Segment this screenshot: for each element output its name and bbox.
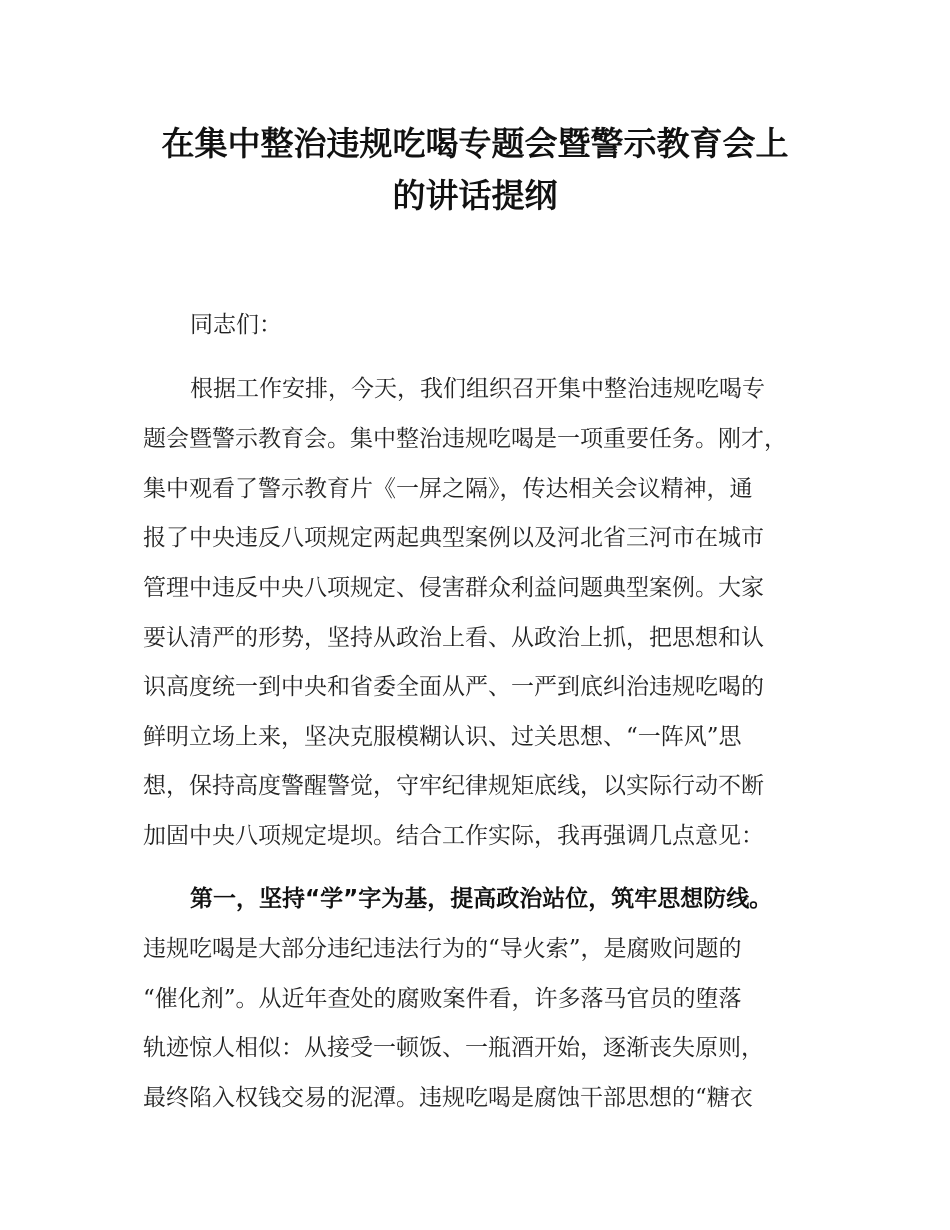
paragraph-line: 管理中违反中央八项规定、侵害群众利益问题典型案例。大家 [143,575,764,601]
paragraph-line: 想，保持高度警醒警觉，守牢纪律规矩底线，以实际行动不断 [143,773,764,799]
paragraph-line: 报了中央违反八项规定两起典型案例以及河北省三河市在城市 [143,525,764,551]
paragraph-line: 轨迹惊人相似：从接受一顿饭、一瓶酒开始，逐渐丧失原则， [143,1035,764,1061]
paragraph-line: 最终陷入权钱交易的泥潭。违规吃喝是腐蚀干部思想的“糖衣 [143,1085,753,1111]
greeting: 同志们： [190,312,282,338]
document-title-line-2: 的讲话提纲 [392,176,558,215]
section-1-heading: 第一，坚持“学”字为基，提高政治站位，筑牢思想防线。 [190,886,773,912]
paragraph-line: 集中观看了警示教育片《一屏之隔》，传达相关会议精神，通 [143,476,753,502]
paragraph-line: 根据工作安排，今天，我们组织召开集中整治违规吃喝专 [190,376,765,402]
paragraph-line: 要认清严的形势，坚持从政治上看、从政治上抓，把思想和认 [143,625,764,651]
paragraph-line: 题会暨警示教育会。集中整治违规吃喝是一项重要任务。刚才， [143,426,787,452]
paragraph-line: 加固中央八项规定堤坝。结合工作实际，我再强调几点意见： [143,823,764,849]
paragraph-line: 鲜明立场上来，坚决克服模糊认识、过关思想、“一阵风”思 [143,724,742,750]
document-title-line-1: 在集中整治违规吃喝专题会暨警示教育会上 [161,124,789,163]
paragraph-line: 违规吃喝是大部分违纪违法行为的“导火索”，是腐败问题的 [143,936,742,962]
paragraph-line: 识高度统一到中央和省委全面从严、一严到底纠治违规吃喝的 [143,674,764,700]
paragraph-line: “催化剂”。从近年查处的腐败案件看，许多落马官员的堕落 [143,986,742,1012]
